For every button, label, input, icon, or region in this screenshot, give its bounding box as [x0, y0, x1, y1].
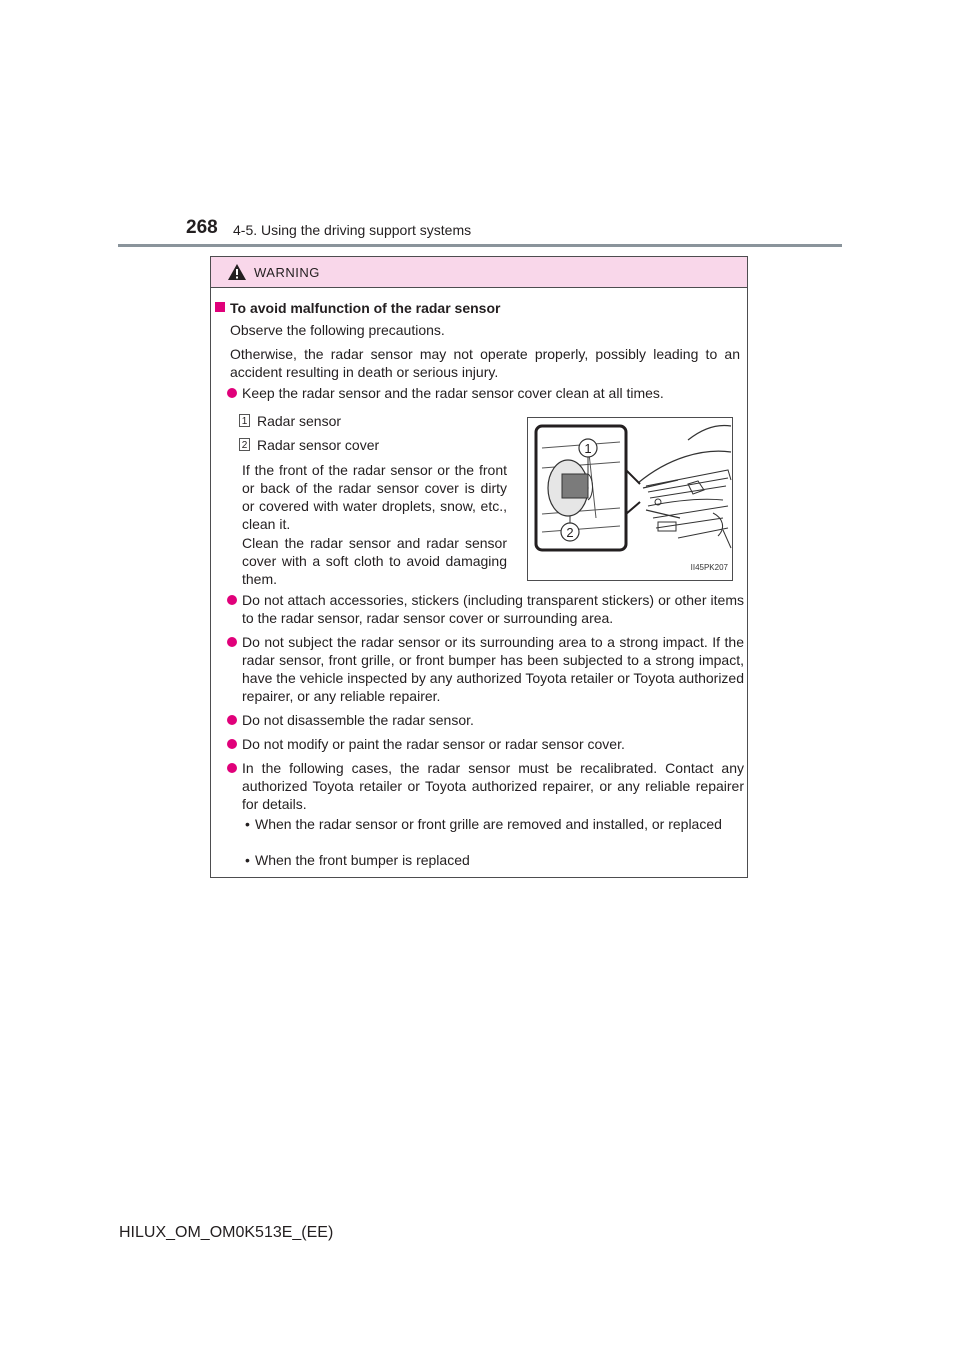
warning-box — [210, 256, 748, 878]
figure-code: II45PK207 — [690, 563, 728, 572]
dot-bullet-icon — [227, 763, 237, 773]
dot-bullet-icon — [227, 595, 237, 605]
sub-bullet-mark: • — [245, 852, 250, 868]
bullet-keep-clean: Keep the radar sensor and the radar sensor cover clean at all times. — [242, 385, 664, 401]
radar-sensor-figure — [527, 417, 733, 581]
sub-bullet-bumper: When the front bumper is replaced — [255, 852, 470, 868]
warning-heading: To avoid malfunction of the radar sensor — [230, 300, 501, 316]
radar-sensor-illustration — [528, 418, 732, 580]
bullet-no-disassemble: Do not disassemble the radar sensor. — [242, 712, 474, 728]
warning-label: WARNING — [254, 265, 320, 280]
document-code: HILUX_OM_OM0K513E_(EE) — [119, 1224, 334, 1241]
warning-band — [211, 257, 747, 288]
figure-number-1: 1 — [584, 441, 592, 456]
intro-text-1: Observe the following precautions. — [230, 322, 445, 338]
sub-bullet-mark: • — [245, 816, 250, 832]
warning-content — [211, 287, 747, 877]
bullet-no-impact: Do not subject the radar sensor or its surrounding area to a strong impact. If the radar sensor, front grille, or front bumper has been subjected to a strong impact, have the vehicle inspected by any authorized Toyota retailer or Toyota authorized repairer, or any reliable repairer. — [242, 634, 744, 704]
page-number: 268 — [186, 217, 218, 238]
dot-bullet-icon — [227, 739, 237, 749]
section-title: 4-5. Using the driving support systems — [233, 222, 472, 238]
intro-text-2: Otherwise, the radar sensor may not operate properly, possibly leading to an accident resulting in death or serious injury. — [230, 346, 740, 380]
dot-bullet-icon — [227, 388, 237, 398]
header-rule — [118, 244, 842, 247]
warning-triangle-icon — [227, 263, 247, 281]
sub-bullet-grille: When the radar sensor or front grille are removed and installed, or replaced — [255, 816, 722, 832]
dot-bullet-icon — [227, 715, 237, 725]
para-dirty: If the front of the radar sensor or the front or back of the radar sensor cover is dirty or covered with water droplets, snow, etc., clean it. — [242, 462, 507, 532]
callout-label-1: Radar sensor — [257, 413, 342, 429]
para-clean: Clean the radar sensor and radar sensor cover with a soft cloth to avoid damaging them. — [242, 535, 507, 587]
callout-number-2: 2 — [239, 438, 250, 451]
callout-number-1: 1 — [239, 414, 250, 427]
bullet-no-modify: Do not modify or paint the radar sensor or radar sensor cover. — [242, 736, 625, 752]
figure-number-2: 2 — [566, 525, 574, 540]
bullet-no-accessories: Do not attach accessories, stickers (including transparent stickers) or other items to the radar sensor, radar sensor cover or surrounding area. — [242, 592, 744, 626]
callout-label-2: Radar sensor cover — [257, 437, 380, 453]
dot-bullet-icon — [227, 637, 237, 647]
bullet-recalibrate: In the following cases, the radar sensor must be recalibrated. Contact any authorized Toyota retailer or Toyota authorized repairer, or any reliable repairer for details. — [242, 760, 744, 812]
square-bullet-icon — [215, 302, 225, 312]
